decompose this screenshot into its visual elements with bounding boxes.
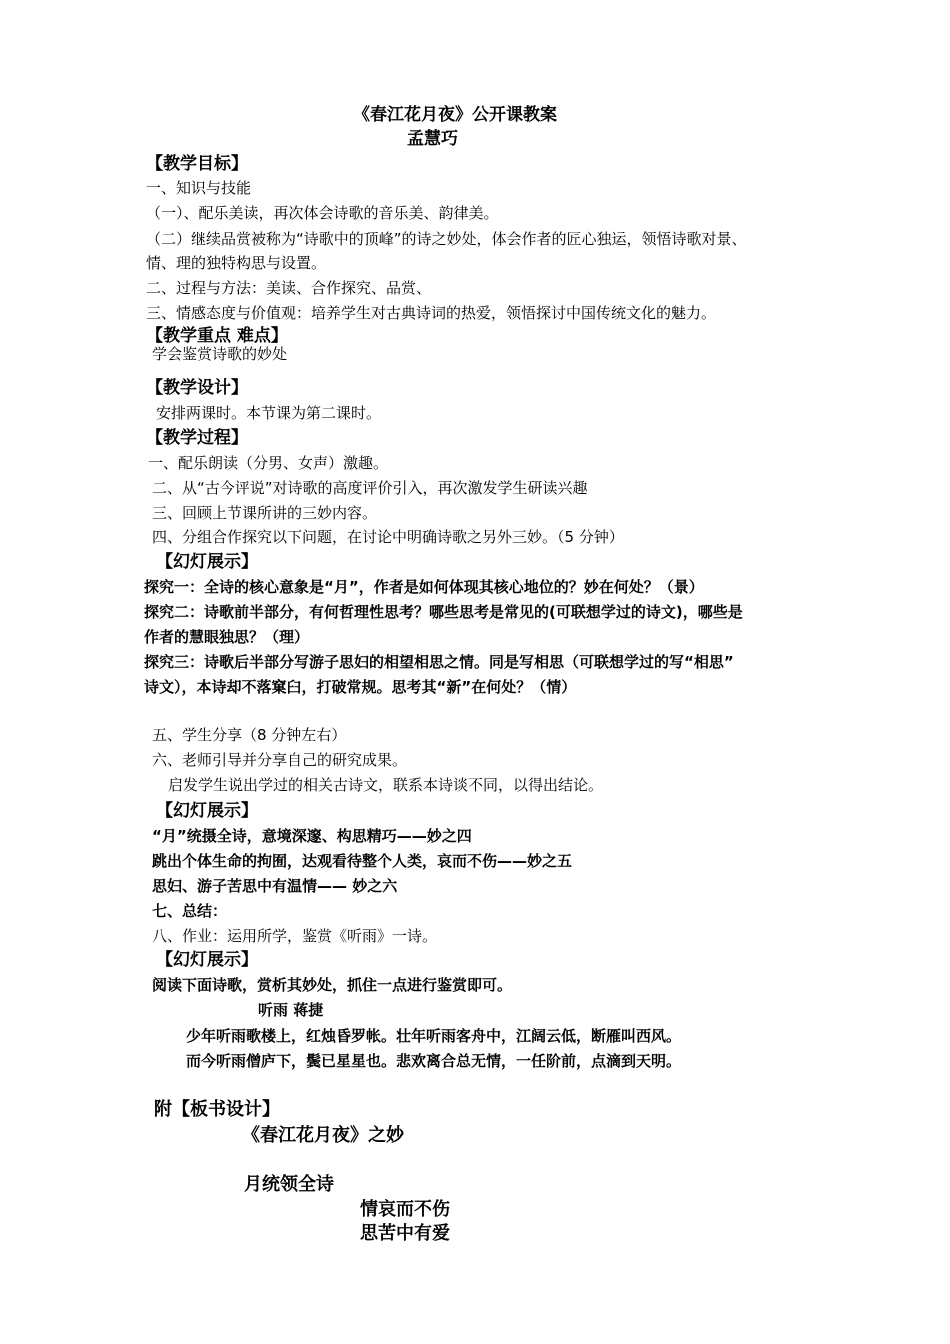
objectives-line: （一）、配乐美读，再次体会诗歌的音乐美、韵律美。: [146, 204, 499, 222]
slide-heading: 【幻灯展示】: [156, 950, 258, 970]
key-points-heading: 【教学重点 难点】: [146, 326, 288, 346]
process-step: 六、老师引导并分享自己的研究成果。: [152, 751, 408, 769]
slide-heading: 【幻灯展示】: [156, 552, 258, 572]
inquiry-question: 探究二：诗歌前半部分，有何哲理性思考？哪些思考是常见的(可联想学过的诗文)，哪些是: [144, 603, 743, 621]
process-heading: 【教学过程】: [146, 428, 248, 448]
objectives-line: 一、知识与技能: [146, 179, 252, 197]
slide-point: 跳出个体生命的拘囿，达观看待整个人类，哀而不伤——妙之五: [152, 852, 573, 870]
design-heading: 【教学设计】: [146, 378, 248, 398]
poem-line: 而今听雨僧庐下，鬓已星星也。悲欢离合总无情，一任阶前，点滴到天明。: [186, 1052, 682, 1070]
slide-heading: 【幻灯展示】: [156, 801, 258, 821]
objectives-line: 二、过程与方法：美读、合作探究、品赏、: [146, 279, 432, 297]
page-title: 《春江花月夜》公开课教案: [353, 105, 557, 125]
objectives-line: （二）继续品赏被称为“诗歌中的顶峰”的诗之妙处，体会作者的匠心独运，领悟诗歌对景、: [146, 230, 747, 248]
inquiry-question: 探究三：诗歌后半部分写游子思妇的相望相思之情。同是写相思（可联想学过的写“相思”: [144, 653, 734, 671]
board-title: 《春江花月夜》之妙: [242, 1125, 404, 1146]
poem-title: 听雨 蒋捷: [258, 1001, 324, 1019]
process-step: 二、从“古今评说”对诗歌的高度评价引入，再次激发学生研读兴趣: [152, 479, 588, 497]
objectives-line: 情、理的独特构思与设置。: [146, 254, 327, 272]
slide-point: 思妇、游子苦思中有温情—— 妙之六: [152, 877, 398, 895]
inquiry-question: 作者的慧眼独思？（理）: [144, 628, 310, 646]
board-design-heading: 附【板书设计】: [154, 1099, 280, 1120]
process-step: 八、作业：运用所学，鉴赏《听雨》一诗。: [152, 927, 438, 945]
slide-point: “月”统摄全诗，意境深邃、构思精巧——妙之四: [152, 827, 472, 845]
objectives-heading: 【教学目标】: [146, 154, 248, 174]
board-line: 月统领全诗: [244, 1174, 334, 1195]
process-step-detail: 启发学生说出学过的相关古诗文，联系本诗谈不同，以得出结论。: [168, 776, 604, 794]
design-text: 安排两课时。本节课为第二课时。: [156, 404, 382, 422]
poem-line: 少年听雨歌楼上，红烛昏罗帐。壮年听雨客舟中，江阔云低，断雁叫西风。: [186, 1027, 682, 1045]
inquiry-question: 探究一：全诗的核心意象是“月”，作者是如何体现其核心地位的？妙在何处？（景）: [144, 578, 704, 596]
process-step: 一、配乐朗读（分男、女声）激趣。: [148, 454, 389, 472]
process-step: 四、分组合作探究以下问题，在讨论中明确诗歌之另外三妙。（5 分钟）: [152, 528, 624, 546]
process-step: 三、回顾上节课所讲的三妙内容。: [152, 504, 378, 522]
inquiry-question: 诗文），本诗却不落窠臼，打破常规。思考其“新”在何处？（情）: [144, 678, 577, 696]
process-step: 七、总结：: [152, 902, 228, 920]
board-line: 情哀而不伤: [360, 1199, 450, 1220]
author-name: 孟慧巧: [407, 129, 458, 149]
process-step: 五、学生分享（8 分钟左右）: [152, 726, 347, 744]
assignment-instruction: 阅读下面诗歌，赏析其妙处，抓住一点进行鉴赏即可。: [152, 976, 513, 994]
board-line: 思苦中有爱: [360, 1223, 450, 1244]
key-points-text: 学会鉴赏诗歌的妙处: [152, 345, 288, 363]
objectives-line: 三、情感态度与价值观：培养学生对古典诗词的热爱，领悟探讨中国传统文化的魅力。: [146, 304, 717, 322]
